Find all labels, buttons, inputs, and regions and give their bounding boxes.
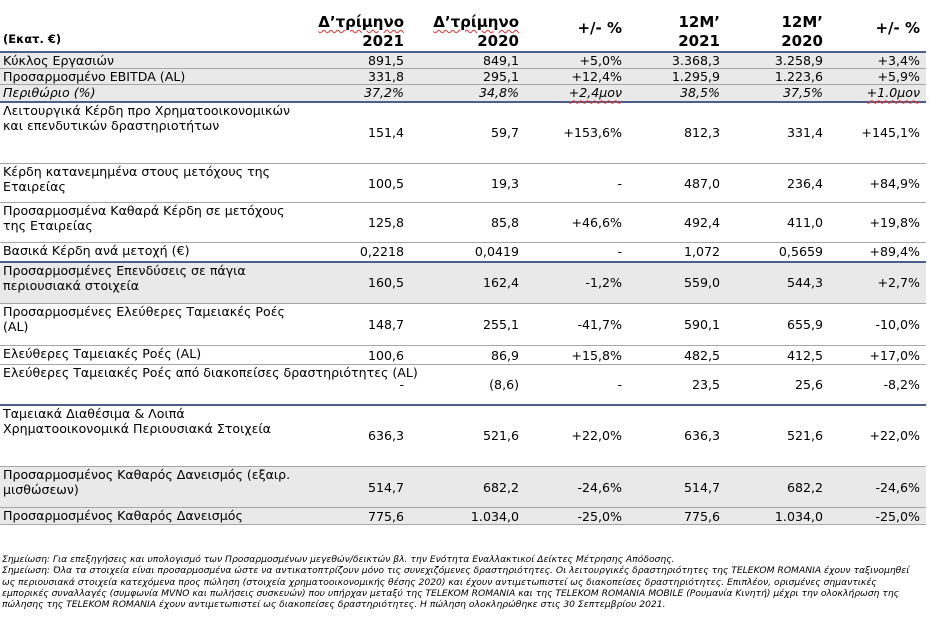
cell-value: 19,3 bbox=[410, 164, 525, 203]
row-label: Προσαρμοσμένες Επενδύσεις σε πάγια περιουσιακά στοιχεία bbox=[0, 262, 303, 304]
cell-value: 412,5 bbox=[726, 346, 829, 365]
financial-results-table bbox=[0, 6, 926, 525]
header-q4-2021 bbox=[303, 6, 410, 52]
cell-value: -24,6% bbox=[829, 467, 926, 508]
cell-value: 682,2 bbox=[726, 467, 829, 508]
cell-value: 492,4 bbox=[628, 203, 726, 243]
table-row bbox=[0, 164, 926, 203]
cell-value: - bbox=[303, 365, 410, 405]
table-header-row bbox=[0, 6, 926, 52]
cell-value: 0,0419 bbox=[410, 243, 525, 262]
cell-value bbox=[829, 85, 926, 102]
table-row bbox=[0, 203, 926, 243]
cell-value: - bbox=[525, 164, 628, 203]
cell-value: 125,8 bbox=[303, 203, 410, 243]
cell-value: -24,6% bbox=[525, 467, 628, 508]
cell-value: +2,7% bbox=[829, 262, 926, 304]
cell-value: 160,5 bbox=[303, 262, 410, 304]
cell-value: +12,4% bbox=[525, 69, 628, 85]
cell-value: 37,2% bbox=[303, 85, 410, 102]
cell-value: 1.295,9 bbox=[628, 69, 726, 85]
cell-value: 25,6 bbox=[726, 365, 829, 405]
cell-value: 37,5% bbox=[726, 85, 829, 102]
cell-value: 34,8% bbox=[410, 85, 525, 102]
row-label: Λειτουργικά Κέρδη προ Χρηματοοικονομικών και επενδυτικών δραστηριοτήτων bbox=[0, 102, 303, 164]
cell-value: 85,8 bbox=[410, 203, 525, 243]
row-label: Περιθώριο (%) bbox=[0, 85, 303, 102]
row-label: Ταμειακά Διαθέσιμα & Λοιπά Χρηματοοικονομικά Περιουσιακά Στοιχεία bbox=[0, 405, 303, 467]
header-12m-2020 bbox=[726, 6, 829, 52]
cell-value: 849,1 bbox=[410, 52, 525, 69]
cell-value: 1.223,6 bbox=[726, 69, 829, 85]
cell-value: 1.034,0 bbox=[726, 508, 829, 525]
cell-value: 331,4 bbox=[726, 102, 829, 164]
row-label: Ελεύθερες Ταμειακές Ροές (AL) bbox=[0, 346, 303, 365]
cell-value: 86,9 bbox=[410, 346, 525, 365]
table-row bbox=[0, 346, 926, 365]
row-label: Προσαρμοσμένο EBITDA (AL) bbox=[0, 69, 303, 85]
table-row bbox=[0, 262, 926, 304]
row-label: Κέρδη κατανεμημένα στους μετόχους της Εταιρείας bbox=[0, 164, 303, 203]
header-change-q: +/- % bbox=[525, 6, 628, 52]
cell-value: +153,6% bbox=[525, 102, 628, 164]
cell-value: +5,9% bbox=[829, 69, 926, 85]
cell-value: 38,5% bbox=[628, 85, 726, 102]
cell-value: -41,7% bbox=[525, 304, 628, 346]
header-year: 2021 bbox=[678, 32, 720, 50]
cell-value: 0,5659 bbox=[726, 243, 829, 262]
cell-value: 3.258,9 bbox=[726, 52, 829, 69]
cell-value: +19,8% bbox=[829, 203, 926, 243]
cell-value: 514,7 bbox=[303, 467, 410, 508]
cell-value: 682,2 bbox=[410, 467, 525, 508]
cell-value: 655,9 bbox=[726, 304, 829, 346]
header-q-label: Δ’τρίμηνο bbox=[433, 13, 519, 31]
table-row bbox=[0, 304, 926, 346]
cell-value: +84,9% bbox=[829, 164, 926, 203]
cell-value: -10,0% bbox=[829, 304, 926, 346]
header-q4-2020 bbox=[410, 6, 525, 52]
table-row bbox=[0, 467, 926, 508]
cell-value: 100,5 bbox=[303, 164, 410, 203]
cell-value: 59,7 bbox=[410, 102, 525, 164]
cell-value: 295,1 bbox=[410, 69, 525, 85]
header-12m-2021 bbox=[628, 6, 726, 52]
row-label: Προσαρμοσμένος Καθαρός Δανεισμός bbox=[0, 508, 303, 525]
cell-value: 891,5 bbox=[303, 52, 410, 69]
table-row bbox=[0, 243, 926, 262]
cell-value: +17,0% bbox=[829, 346, 926, 365]
cell-value: -1,2% bbox=[525, 262, 628, 304]
cell-value: 148,7 bbox=[303, 304, 410, 346]
cell-value: +22,0% bbox=[829, 405, 926, 467]
footnote: Σημείωση: Όλα τα στοιχεία είναι προσαρμοσμένα ώστε να αντικατοπτρίζουν μόνο τις συνεχιζόμενες δραστηριότητες. Οι λειτουργικές δραστηριότητες της TELEKOM ROMANIA έχουν ταξινομηθεί ως περιουσιακά στοιχεία κατεχόμενα προς πώληση (στοιχεία χρηματοοικονομικής θέσης 2020) και έχουν αντιμετωπιστεί ως διακοπείσες δραστηριότητες. Επιπλέον, ορισμένες σημαντικές εμπορικές συναλλαγές (συμφωνία MVNO και πωλήσεις συσκευών) που υπήρχαν μεταξύ της TELEKOM ROMANIA και της TELEKOM ROMANIA MOBILE (Ρουμανία Κινητή) μέχρι την ολοκλήρωση της πώλησης της TELEKOM ROMANIA έχουν αντιμετωπιστεί ως διακοπείσες δραστηριότητες. Η πώληση ολοκληρώθηκε στις 30 Σεπτεμβρίου 2021. bbox=[2, 565, 910, 611]
cell-value: 521,6 bbox=[410, 405, 525, 467]
cell-value: 636,3 bbox=[628, 405, 726, 467]
cell-value: 0,2218 bbox=[303, 243, 410, 262]
table-row bbox=[0, 52, 926, 69]
margin-change: +1.0μον bbox=[866, 85, 920, 101]
cell-value: +15,8% bbox=[525, 346, 628, 365]
footnote: Σημείωση: Για επεξηγήσεις και υπολογισμό των Προσαρμοσμένων μεγεθών/δεικτών βλ. την Ενότητα Εναλλακτικοί Δείκτες Μέτρησης Απόδοσης. bbox=[2, 554, 675, 565]
cell-value: 3.368,3 bbox=[628, 52, 726, 69]
cell-value: +145,1% bbox=[829, 102, 926, 164]
cell-value: 255,1 bbox=[410, 304, 525, 346]
row-label: Προσαρμοσμένα Καθαρά Κέρδη σε μετόχους της Εταιρείας bbox=[0, 203, 303, 243]
row-label: Βασικά Κέρδη ανά μετοχή (€) bbox=[0, 243, 303, 262]
cell-value: - bbox=[525, 365, 628, 405]
cell-value: 636,3 bbox=[303, 405, 410, 467]
cell-value: +89,4% bbox=[829, 243, 926, 262]
cell-value: +22,0% bbox=[525, 405, 628, 467]
cell-value: 411,0 bbox=[726, 203, 829, 243]
header-m-label: 12Μ’ bbox=[781, 13, 823, 31]
cell-value: -25,0% bbox=[525, 508, 628, 525]
cell-value: 775,6 bbox=[628, 508, 726, 525]
table-row bbox=[0, 102, 926, 164]
cell-value: 521,6 bbox=[726, 405, 829, 467]
row-label: Προσαρμοσμένες Ελεύθερες Ταμειακές Ροές (AL) bbox=[0, 304, 303, 346]
cell-value: 1.034,0 bbox=[410, 508, 525, 525]
cell-value bbox=[525, 85, 628, 102]
cell-value: 23,5 bbox=[628, 365, 726, 405]
cell-value: -25,0% bbox=[829, 508, 926, 525]
header-q-label: Δ’τρίμηνο bbox=[318, 13, 404, 31]
row-label: Ελεύθερες Ταμειακές Ροές από διακοπείσες δραστηριότητες (AL) bbox=[0, 365, 303, 405]
table-row bbox=[0, 508, 926, 525]
header-year: 2020 bbox=[781, 32, 823, 50]
cell-value: 151,4 bbox=[303, 102, 410, 164]
cell-value: 487,0 bbox=[628, 164, 726, 203]
footnotes bbox=[2, 554, 924, 610]
cell-value: 236,4 bbox=[726, 164, 829, 203]
cell-value: -8,2% bbox=[829, 365, 926, 405]
row-label: Κύκλος Εργασιών bbox=[0, 52, 303, 69]
table-row bbox=[0, 365, 926, 405]
unit-label: (Εκατ. €) bbox=[0, 6, 303, 52]
cell-value: 559,0 bbox=[628, 262, 726, 304]
cell-value: +46,6% bbox=[525, 203, 628, 243]
cell-value: 775,6 bbox=[303, 508, 410, 525]
cell-value: 162,4 bbox=[410, 262, 525, 304]
cell-value: 482,5 bbox=[628, 346, 726, 365]
cell-value: 331,8 bbox=[303, 69, 410, 85]
cell-value: +3,4% bbox=[829, 52, 926, 69]
cell-value: 514,7 bbox=[628, 467, 726, 508]
header-year: 2021 bbox=[362, 32, 404, 50]
table-row bbox=[0, 405, 926, 467]
cell-value: 1,072 bbox=[628, 243, 726, 262]
row-label: Προσαρμοσμένος Καθαρός Δανεισμός (εξαιρ. μισθώσεων) bbox=[0, 467, 303, 508]
margin-change: +2,4μον bbox=[568, 85, 622, 101]
table-row bbox=[0, 69, 926, 85]
cell-value: 590,1 bbox=[628, 304, 726, 346]
header-change-12m: +/- % bbox=[829, 6, 926, 52]
cell-value: - bbox=[525, 243, 628, 262]
cell-value: 100,6 bbox=[303, 346, 410, 365]
cell-value: +5,0% bbox=[525, 52, 628, 69]
cell-value: (8,6) bbox=[410, 365, 525, 405]
header-m-label: 12Μ’ bbox=[678, 13, 720, 31]
cell-value: 812,3 bbox=[628, 102, 726, 164]
header-year: 2020 bbox=[477, 32, 519, 50]
cell-value: 544,3 bbox=[726, 262, 829, 304]
table-row bbox=[0, 85, 926, 102]
